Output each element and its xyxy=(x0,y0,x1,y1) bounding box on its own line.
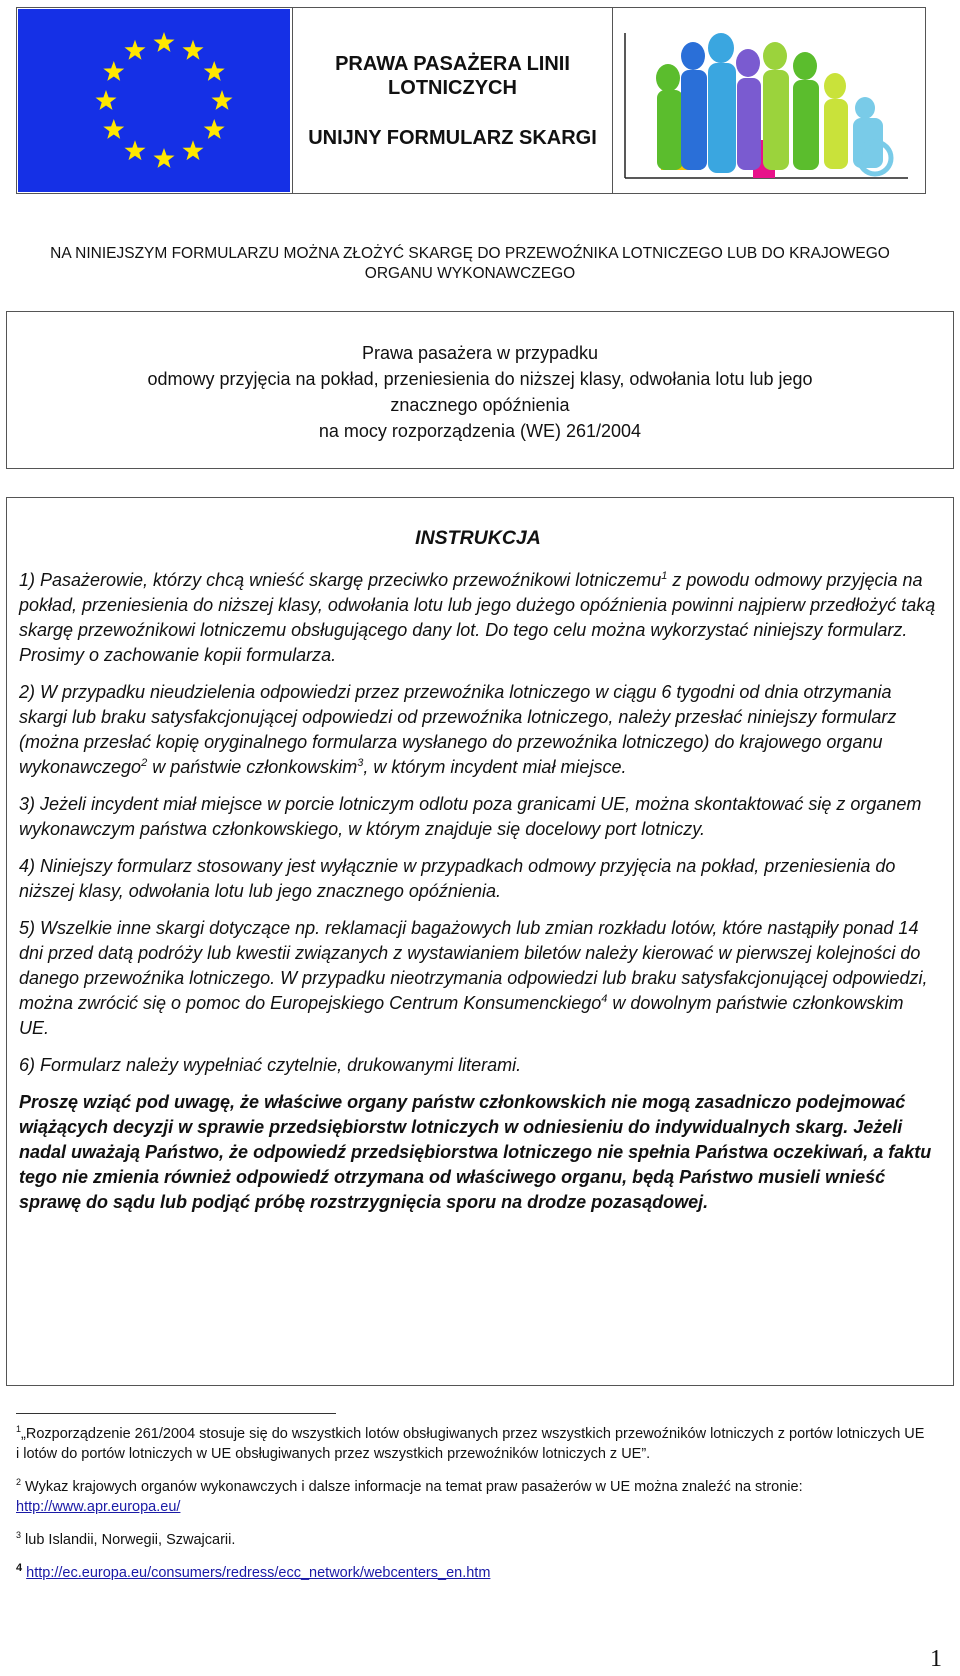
flag-star xyxy=(103,61,124,81)
footnote-divider xyxy=(16,1413,336,1414)
ecc-network-link[interactable]: http://ec.europa.eu/consumers/redress/ecc_network/webcenters_en.htm xyxy=(26,1565,491,1581)
flag-star xyxy=(125,40,146,60)
form-title xyxy=(293,8,613,193)
flag-star xyxy=(154,148,175,168)
footnote-3: $^3$ lub Islandii, Norwegii, Szwajcarii. xyxy=(16,1530,236,1548)
footnotes xyxy=(16,1424,931,1596)
flag-cell xyxy=(17,8,293,193)
title-line-1: PRAWA PASAŻERA LINII LOTNICZYCH xyxy=(335,52,570,99)
footnote-2: $^2$ Wykaz krajowych organów wykonawczych i dalsze informacje na temat praw pasażerów w UE można znaleźć na stronie: http://www.apr.europa.eu/ xyxy=(16,1477,803,1515)
flag-star xyxy=(125,140,146,160)
instruction-1: 1) Pasażerowie, którzy chcą wnieść skargę przeciwko przewoźnikowi lotniczemu$^1$ z powodu odmowy przyjęcia na pokład, przeniesienia do niższej klasy, odwołania lotu lub jego dużego opóźnienia powinni najpierw przedłożyć taką skargę przewoźnikowi lotniczemu obsługującego dany lot. Do tego celu można wykorzystać niniejszy formularz. Prosimy o zachowanie kopii formularza. xyxy=(19,570,936,665)
rights-box xyxy=(6,311,954,469)
passengers-illustration-icon xyxy=(613,8,925,193)
flag-star xyxy=(183,40,204,60)
flag-star xyxy=(103,119,124,139)
rights-line-1: Prawa pasażera w przypadku xyxy=(361,343,599,363)
instruction-2: 2) W przypadku nieudzielenia odpowiedzi przez przewoźnika lotniczego w ciągu 6 tygodni od dnia otrzymania skargi lub braku satysfakcjonującej odpowiedzi od przewoźnika lotniczego, należy przesłać niniejszy formularz (można przesłać kopię oryginalnego formularza wysłanego do przewoźnika lotniczego) do krajowego organu wykonawczego$^2$ w państwie członkowskim$^3$, w którym incydent miał miejsce. xyxy=(19,682,897,777)
rights-line-2: odmowy przyjęcia na pokład, przeniesienia do niższej klasy, odwołania lotu lub jego xyxy=(147,369,813,389)
instruction-6: 6) Formularz należy wypełniać czytelnie, drukowanymi literami. xyxy=(19,1055,522,1075)
rights-line-4: na mocy rozporządzenia (WE) 261/2004 xyxy=(318,421,642,441)
important-notice: Proszę wziąć pod uwagę, że właściwe organy państw członkowskich nie mogą zasadniczo podejmować wiążących decyzji w sprawie przedsiębiorstw lotniczych w odniesieniu do indywidualnych skarg. Jeżeli nadal uważają Państwo, że odpowiedź przedsiębiorstwa lotniczego nie spełnia Państwa oczekiwań, a faktu tego nie zmienia również odpowiedź otrzymana od właściwego organu, będą Państwo musieli wnieść sprawę do sądu lub podjąć próbę rozstrzygnięcia sporu na drodze pozasądowej. xyxy=(19,1092,932,1212)
flag-star xyxy=(204,119,225,139)
eu-flag-icon xyxy=(18,9,290,192)
instruction-4: 4) Niniejszy formularz stosowany jest wyłącznie w przypadkach odmowy przyjęcia na pokład, przeniesienia do niższej klasy, odwołania lotu lub jego znacznego opóźnienia. xyxy=(19,856,896,901)
footnote-1: $^1$„Rozporządzenie 261/2004 stosuje się do wszystkich lotów obsługiwanych przez wszystkich przewoźników lotniczych z portów lotniczych UE i lotów do portów lotniczych w UE obsługiwanych przez wszystkich przewoźników lotniczych z UE”. xyxy=(16,1424,925,1462)
rights-line-3: znacznego opóźnienia xyxy=(390,395,570,415)
title-line-2: UNIJNY FORMULARZ SKARGI xyxy=(308,126,597,149)
footnote-4: $^4$ http://ec.europa.eu/consumers/redress/ecc_network/webcenters_en.htm xyxy=(16,1562,491,1581)
instructions-box xyxy=(6,497,954,1386)
instructions-title: INSTRUKCJA xyxy=(415,527,541,549)
header-table xyxy=(16,7,926,194)
flag-star xyxy=(183,140,204,160)
apr-europa-link[interactable]: http://www.apr.europa.eu/ xyxy=(16,1499,181,1515)
instruction-3: 3) Jeżeli incydent miał miejsce w porcie lotniczym odlotu poza granicami UE, można skontaktować się z organem wykonawczym państwa członkowskiego, w którym znajduje się docelowy port lotniczy. xyxy=(19,794,922,839)
flag-star xyxy=(96,90,117,110)
flag-star xyxy=(212,90,233,110)
instruction-5: 5) Wszelkie inne skargi dotyczące np. reklamacji bagażowych lub zmian rozkładu lotów, które nastąpiły ponad 14 dni przed datą podróży lub kwestii związanych z wystawianiem biletów należy kierować w pierwszej kolejności do danego przewoźnika lotniczego. W przypadku nieotrzymania odpowiedzi lub braku satysfakcjonującej odpowiedzi, można zwrócić się o pomoc do Europejskiego Centrum Konsumenckiego$^4$ w dowolnym państwie członkowskim UE. xyxy=(19,918,928,1038)
intro-text: NA NINIEJSZYM FORMULARZU MOŻNA ZŁOŻYĆ SKARGĘ DO PRZEWOŹNIKA LOTNICZEGO LUB DO KRAJOWEGO ORGANU WYKONAWCZEGO xyxy=(50,245,890,282)
flag-star xyxy=(154,32,175,52)
page-number: 1 xyxy=(930,1646,942,1672)
flag-star xyxy=(204,61,225,81)
